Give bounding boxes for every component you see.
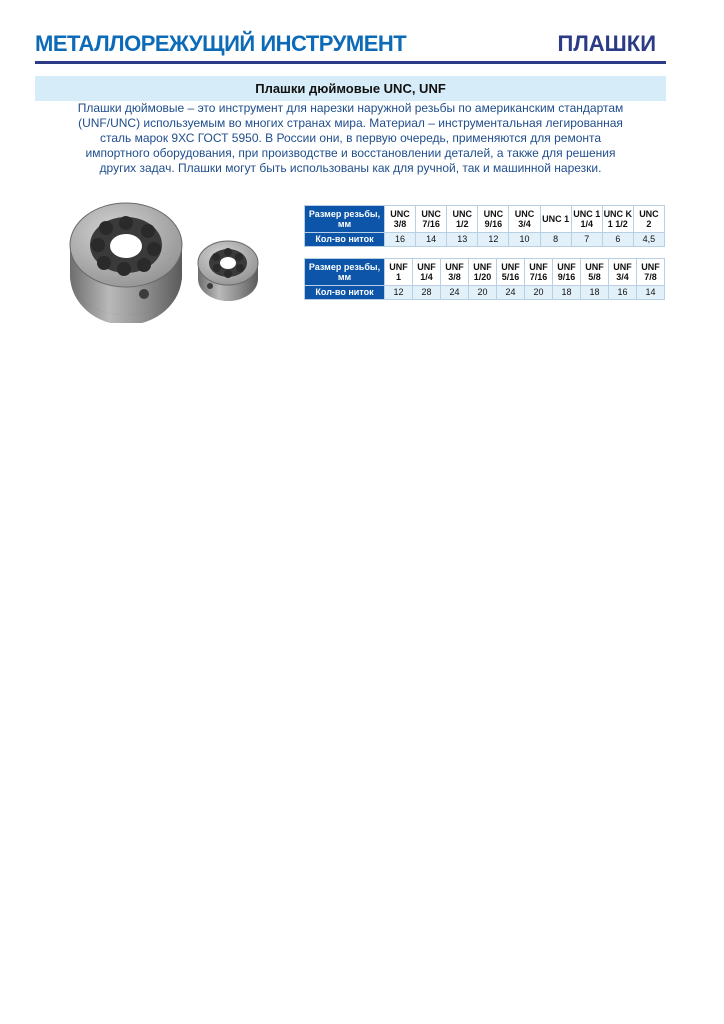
header-divider	[35, 61, 666, 64]
count-cell: 6	[602, 233, 633, 247]
count-cell: 16	[609, 286, 637, 300]
size-cell: UNF 1/4	[413, 259, 441, 286]
count-cell: 24	[441, 286, 469, 300]
count-cell: 12	[478, 233, 509, 247]
size-header: Размер резьбы, мм	[305, 206, 385, 233]
size-cell: UNC 3/8	[385, 206, 416, 233]
category-title: МЕТАЛЛОРЕЖУЩИЙ ИНСТРУМЕНТ	[35, 31, 407, 56]
count-cell: 20	[469, 286, 497, 300]
count-cell: 18	[553, 286, 581, 300]
count-cell: 12	[385, 286, 413, 300]
size-cell: UNC K 1 1/2	[602, 206, 633, 233]
count-cell: 16	[385, 233, 416, 247]
size-cell: UNC 1/2	[447, 206, 478, 233]
count-cell: 14	[637, 286, 665, 300]
product-description	[45, 101, 656, 176]
unf-thread-table	[304, 258, 665, 300]
table-row	[305, 233, 665, 247]
count-cell: 18	[581, 286, 609, 300]
description-line: сталь марок 9ХС ГОСТ 5950. В России они, в первую очередь, применяются для ремонта	[99, 131, 602, 145]
count-cell: 28	[413, 286, 441, 300]
size-cell: UNF 1/20	[469, 259, 497, 286]
size-cell: UNC 2	[633, 206, 664, 233]
size-cell: UNC 1 1/4	[571, 206, 602, 233]
description-line: (UNF/UNC) используемым во многих странах мира. Материал – инструментальная легированная	[78, 116, 623, 130]
description-line: других задач. Плашки могут быть использованы как для ручной, так и машинной нарезки.	[99, 161, 602, 175]
thread-die-photo	[60, 193, 270, 323]
size-header: Размер резьбы, мм	[305, 259, 385, 286]
size-cell: UNC 1	[540, 206, 571, 233]
size-cell: UNF 1	[385, 259, 413, 286]
size-cell: UNC 7/16	[416, 206, 447, 233]
size-cell: UNC 9/16	[478, 206, 509, 233]
description-line: импортного оборудования, при производстве и восстановлении деталей, а также для решения	[85, 146, 616, 160]
count-cell: 13	[447, 233, 478, 247]
count-cell: 10	[509, 233, 540, 247]
count-cell: 24	[497, 286, 525, 300]
table-row	[305, 286, 665, 300]
count-header: Кол-во ниток	[305, 286, 385, 300]
size-cell: UNC 3/4	[509, 206, 540, 233]
size-cell: UNF 3/4	[609, 259, 637, 286]
description-line: Плашки дюймовые – это инструмент для нарезки наружной резьбы по американским стандартам	[77, 101, 624, 115]
product-group-title: Плашки дюймовые UNC, UNF	[35, 76, 666, 101]
count-cell: 7	[571, 233, 602, 247]
table-row	[305, 206, 665, 233]
count-cell: 4,5	[633, 233, 664, 247]
section-title: ПЛАШКИ	[557, 31, 656, 56]
count-cell: 20	[525, 286, 553, 300]
size-cell: UNF 7/8	[637, 259, 665, 286]
count-cell: 8	[540, 233, 571, 247]
size-cell: UNF 9/16	[553, 259, 581, 286]
count-header: Кол-во ниток	[305, 233, 385, 247]
count-cell: 14	[416, 233, 447, 247]
size-cell: UNF 7/16	[525, 259, 553, 286]
size-cell: UNF 5/16	[497, 259, 525, 286]
size-cell: UNF 5/8	[581, 259, 609, 286]
table-row	[305, 259, 665, 286]
size-cell: UNF 3/8	[441, 259, 469, 286]
unc-thread-table	[304, 205, 665, 247]
